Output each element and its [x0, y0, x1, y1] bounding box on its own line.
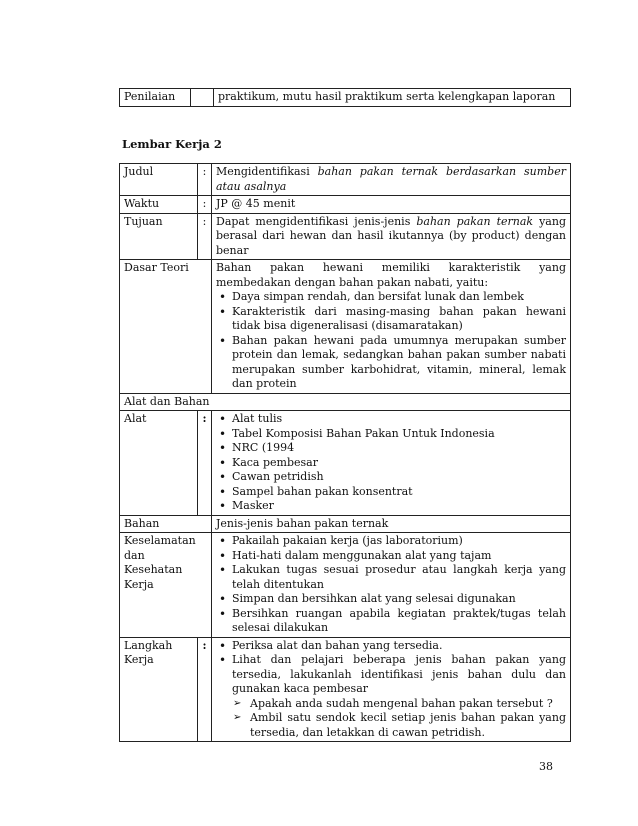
list-item: • Lihat dan pelajari beberapa jenis bahan pakan yang tersedia, lakukanlah identifikasi jenis bahan dulu dan gunakan kaca pembesar: [216, 653, 566, 697]
alat-list: [216, 412, 566, 514]
waktu-value: JP @ 45 menit: [212, 196, 571, 214]
dasar-teori-label: Dasar Teori: [120, 260, 212, 394]
table-row: [120, 213, 571, 260]
k3-list: [216, 534, 566, 636]
alat-label: Alat: [120, 411, 198, 516]
tujuan-text-b: yang berasal dari hewan dan hasil ikutannya (by product) dengan benar: [216, 214, 566, 257]
k3-label: Keselamatan dan Kesehatan Kerja: [120, 533, 212, 638]
alat-dan-bahan-header: Alat dan Bahan: [120, 393, 571, 411]
table-row: [120, 515, 571, 533]
penilaian-empty-cell: [191, 89, 214, 107]
judul-label: Judul: [120, 164, 198, 196]
colon: :: [198, 637, 212, 742]
table-row: [120, 637, 571, 742]
bahan-value: Jenis-jenis bahan pakan ternak: [212, 515, 571, 533]
section-title: Lembar Kerja 2: [122, 137, 222, 151]
list-item: • Cawan petridish: [216, 470, 566, 485]
langkah-value: [212, 637, 571, 742]
alat-value: [212, 411, 571, 516]
table-row: [120, 196, 571, 214]
langkah-list: [216, 639, 566, 697]
dasar-teori-list: [216, 290, 566, 392]
list-item: • Tabel Komposisi Bahan Pakan Untuk Indonesia: [216, 427, 566, 442]
table-row: [120, 89, 571, 107]
list-item: • Daya simpan rendah, dan bersifat lunak dan lembek: [216, 290, 566, 305]
list-item: • Bahan pakan hewani pada umumnya merupakan sumber protein dan lemak, sedangkan bahan pakan sumber nabati merupakan sumber karbohidrat, vitamin, mineral, lemak dan protein: [216, 334, 566, 392]
penilaian-table: [119, 88, 571, 107]
list-item: • NRC (1994: [216, 441, 566, 456]
colon: :: [198, 196, 212, 214]
list-item: • Hati-hati dalam menggunakan alat yang tajam: [216, 549, 566, 564]
table-row: [120, 411, 571, 516]
list-item: ➢ Apakah anda sudah mengenal bahan pakan tersebut ?: [232, 697, 566, 712]
langkah-label: Langkah Kerja: [120, 637, 198, 742]
tujuan-text-a: Dapat mengidentifikasi jenis-jenis: [216, 214, 417, 228]
judul-text-italic: bahan pakan ternak berdasarkan sumber atau asalnya: [216, 165, 566, 193]
table-row: [120, 164, 571, 196]
list-item: • Simpan dan bersihkan alat yang selesai digunakan: [216, 592, 566, 607]
list-item: • Lakukan tugas sesuai prosedur atau langkah kerja yang telah ditentukan: [216, 563, 566, 592]
dasar-teori-intro: Bahan pakan hewani memiliki karakteristik yang membedakan dengan bahan pakan nabati, yaitu:: [216, 261, 566, 289]
list-item: • Sampel bahan pakan konsentrat: [216, 485, 566, 500]
tujuan-label: Tujuan: [120, 213, 198, 260]
judul-text-plain: Mengidentifikasi: [216, 165, 318, 178]
table-row: [120, 260, 571, 394]
list-item: • Periksa alat dan bahan yang tersedia.: [216, 639, 566, 654]
tujuan-text-italic: bahan pakan ternak: [416, 214, 534, 228]
worksheet-table: [119, 163, 571, 742]
colon: :: [198, 213, 212, 260]
list-item: • Masker: [216, 499, 566, 514]
table-row: [120, 393, 571, 411]
page-number: 38: [539, 760, 553, 773]
penilaian-value: praktikum, mutu hasil praktikum serta kelengkapan laporan: [214, 89, 571, 107]
dasar-teori-value: [212, 260, 571, 394]
list-item: • Kaca pembesar: [216, 456, 566, 471]
bahan-label: Bahan: [120, 515, 212, 533]
list-item: • Pakailah pakaian kerja (jas laboratorium): [216, 534, 566, 549]
table-row: [120, 533, 571, 638]
colon: :: [198, 164, 212, 196]
list-item: • Alat tulis: [216, 412, 566, 427]
penilaian-label: Penilaian: [120, 89, 191, 107]
tujuan-value: [212, 213, 571, 260]
waktu-label: Waktu: [120, 196, 198, 214]
k3-value: [212, 533, 571, 638]
langkah-sublist: [232, 697, 566, 741]
colon: :: [198, 411, 212, 516]
judul-value: [212, 164, 571, 196]
list-item: • Karakteristik dari masing-masing bahan pakan hewani tidak bisa digeneralisasi (disamaratakan): [216, 305, 566, 334]
list-item: • Bersihkan ruangan apabila kegiatan praktek/tugas telah selesai dilakukan: [216, 607, 566, 636]
list-item: ➢ Ambil satu sendok kecil setiap jenis bahan pakan yang tersedia, dan letakkan di cawan petridish.: [232, 711, 566, 740]
